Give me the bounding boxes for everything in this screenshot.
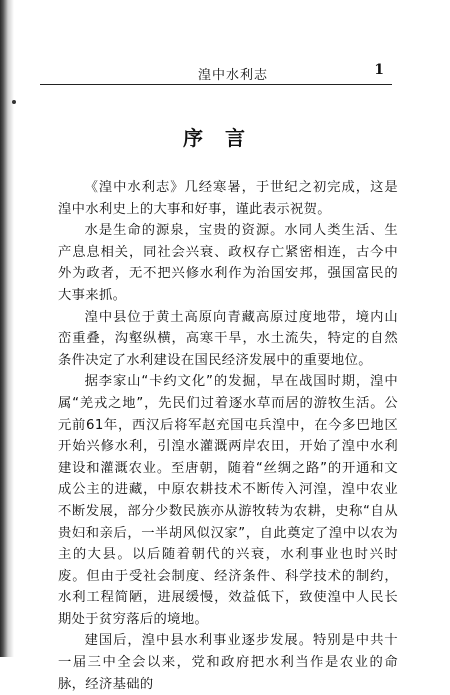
paragraph: 湟中县位于黄土高原向青藏高原过度地带，境内山峦重叠，沟壑纵横，高寒干旱，水土流失，特定的自然条件决定了水利建设在国民经济发展中的重要地位。 [58, 309, 398, 368]
paragraph: 据李家山“卡约文化”的发掘，早在战国时期，湟中属“羌戎之地”，先民们过着逐水草而居的游牧生活。公元前61年，西汉后将军赵充国屯兵湟中，在今多巴地区开始兴修水利，引湟水灌溉两岸农田，开始了湟中水利建设和灌溉农业。至唐朝，随着“丝绸之路”的开通和文成公主的进藏，中原农耕技术不断传入河湟，湟中农业不断发展，部分少数民族亦从游牧转为农耕，史称“自从贵妇和亲后，一半胡风似汉家”，自此奠定了湟中以农为主的大县。以后随着朝代的兴衰，水利事业也时兴时废。但由于受社会制度、经济条件、科学技术的制约，水利工程简陋，进展缓慢，效益低下，致使湟中人民长期处于贫穷落后的境地。 [58, 374, 398, 627]
page-number: 1 [374, 62, 384, 78]
header-title: 湟中水利志 [198, 68, 269, 83]
binding-hole-mark [12, 100, 16, 104]
running-header [40, 62, 392, 85]
paragraph: 水是生命的源泉，宝贵的资源。水同人类生活、生产息息相关，同社会兴衰、政权存亡紧密相连，古今中外为政者，无不把兴修水利作为治国安邦，强国富民的大事来抓。 [58, 223, 398, 303]
page-spine-shadow [0, 0, 14, 657]
body-text [58, 177, 398, 695]
section-heading: 序言 [183, 126, 267, 150]
paragraph: 《湟中水利志》几经寒暑，于世纪之初完成，这是湟中水利史上的大事和好事，谨此表示祝贺。 [58, 180, 398, 217]
paragraph: 建国后，湟中县水利事业逐步发展。特别是中共十一届三中全会以来，党和政府把水利当作是农业的命脉，经济基础的 [58, 633, 398, 692]
